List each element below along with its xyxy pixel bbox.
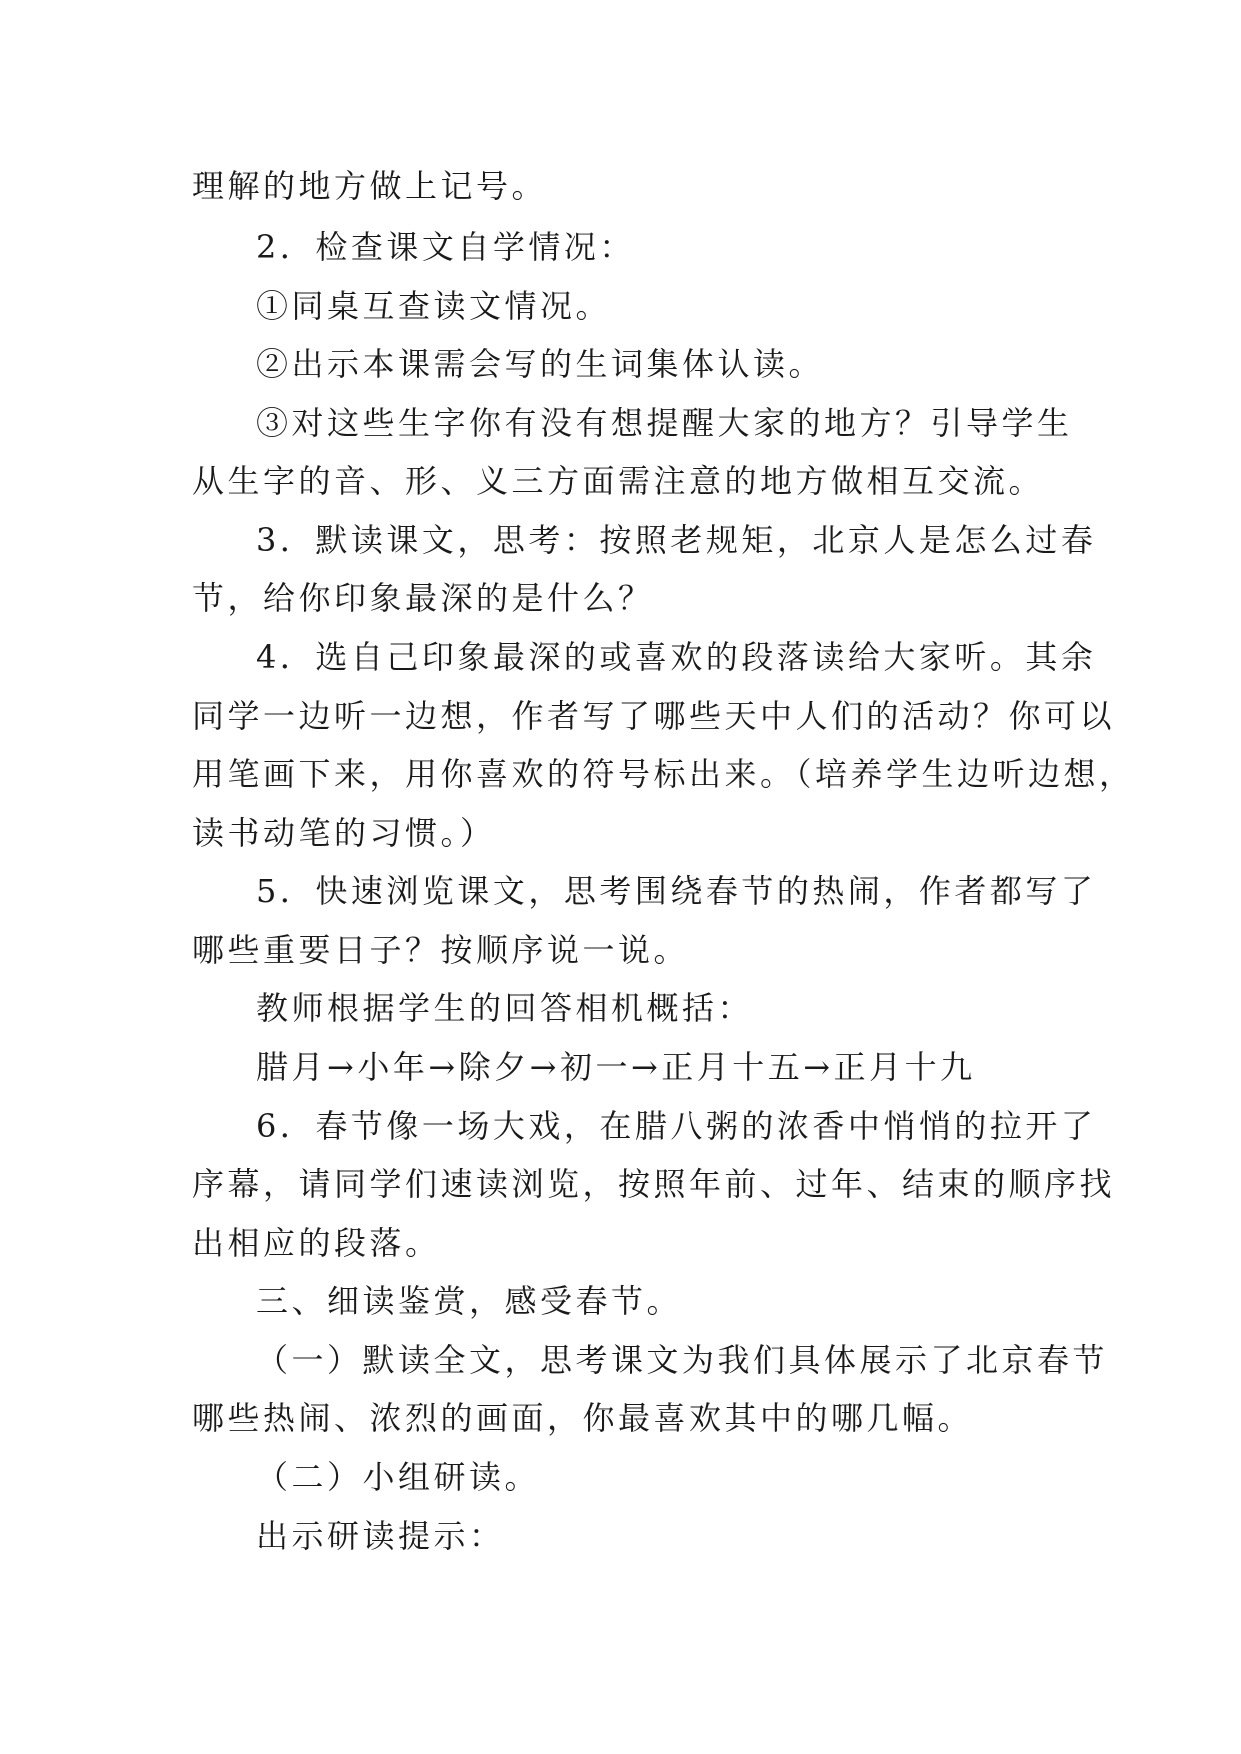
text-line: 5．快速浏览课文，思考围绕春节的热闹，作者都写了	[256, 872, 1097, 910]
text-line: 节，给你印象最深的是什么？	[192, 579, 654, 617]
text-line: 4．选自己印象最深的或喜欢的段落读给大家听。其余	[256, 638, 1097, 676]
text-line: 出示研读提示：	[256, 1517, 505, 1555]
text-line: ①同桌互查读文情况。	[256, 287, 612, 325]
text-line: 序幕，请同学们速读浏览，按照年前、过年、结束的顺序找	[192, 1165, 1116, 1203]
text-line: 教师根据学生的回答相机概括：	[256, 989, 754, 1027]
text-line: 腊月→小年→除夕→初一→正月十五→正月十九	[256, 1048, 976, 1086]
text-line: 哪些热闹、浓烈的画面，你最喜欢其中的哪几幅。	[192, 1399, 974, 1437]
text-line: 三、细读鉴赏，感受春节。	[256, 1282, 683, 1320]
text-line: ②出示本课需会写的生词集体认读。	[256, 345, 825, 383]
text-line: 3．默读课文，思考：按照老规矩，北京人是怎么过春	[256, 521, 1097, 559]
text-line: 从生字的音、形、义三方面需注意的地方做相互交流。	[192, 462, 1045, 500]
text-line: （一）默读全文，思考课文为我们具体展示了北京春节	[256, 1341, 1109, 1379]
text-line: 读书动笔的习惯。）	[192, 814, 496, 852]
text-line: （二）小组研读。	[256, 1458, 541, 1496]
text-line: 6．春节像一场大戏，在腊八粥的浓香中悄悄的拉开了	[256, 1107, 1097, 1145]
text-line: 2．检查课文自学情况：	[256, 228, 635, 266]
text-line: 用笔画下来，用你喜欢的符号标出来。（培养学生边听边想，	[192, 755, 1135, 793]
text-line: 理解的地方做上记号。	[192, 167, 548, 205]
text-line: ③对这些生字你有没有想提醒大家的地方？引导学生	[256, 404, 1073, 442]
text-line: 出相应的段落。	[192, 1224, 441, 1262]
text-line: 同学一边听一边想，作者写了哪些天中人们的活动？你可以	[192, 697, 1116, 735]
text-line: 哪些重要日子？按顺序说一说。	[192, 931, 690, 969]
